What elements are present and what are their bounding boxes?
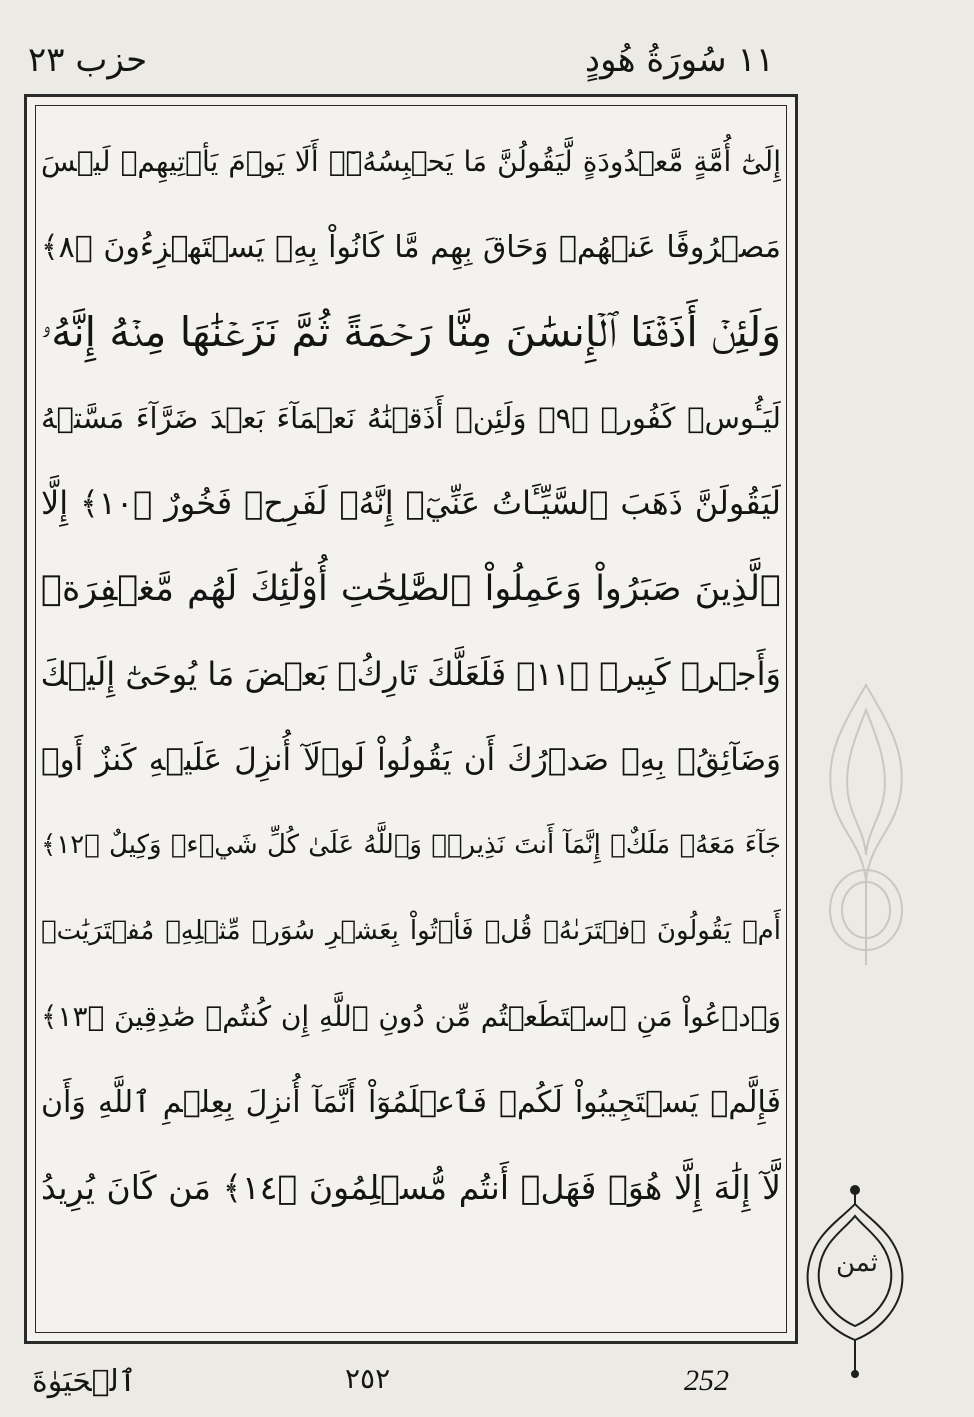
verse-line: جَآءَ مَعَهُۥ مَلَكٌۚ إِنَّمَآ أَنتَ نَذِيرٞۚ وَٱللَّهُ عَلَىٰ كُلِّ شَيۡءٖ وَكِيلٌ ﴿١٢﴾ [41,830,781,860]
page-number-arabic: ٢٥٢ [345,1362,391,1395]
page-number-latin: 252 [684,1364,729,1397]
thumun-marker-icon [790,1180,920,1380]
page-footer [0,1358,974,1408]
catchword: ٱلۡحَيَوٰةَ [32,1364,137,1399]
hizb-label: حزب ٢٣ [28,40,148,80]
verse-line: إِلَىٰٓ أُمَّةٍ مَّعۡدُودَةٍ لَّيَقُولُنَّ مَا يَحۡبِسُهُۥٓۗ أَلَا يَوۡمَ يَأۡتِيهِمۡ لَيۡسَ [41,145,781,178]
surah-title: ١١ سُورَةُ هُودٍ [584,40,774,80]
verse-lines [41,119,781,1231]
thumun-marker-label: ثمن [835,1248,879,1278]
verse-line: فَإِلَّمۡ يَسۡتَجِيبُواْ لَكُمۡ فَٱعۡلَمُوٓاْ أَنَّمَآ أُنزِلَ بِعِلۡمِ ٱللَّهِ وَأَن [41,1084,781,1120]
verse-line: أَمۡ يَقُولُونَ ٱفۡتَرَىٰهُۖ قُلۡ فَأۡتُواْ بِعَشۡرِ سُوَرٖ مِّثۡلِهِۦ مُفۡتَرَيَٰتٖ [41,915,781,946]
verse-line: وَضَآئِقُۢ بِهِۦ صَدۡرُكَ أَن يَقُولُواْ لَوۡلَآ أُنزِلَ عَلَيۡهِ كَنزٌ أَوۡ [41,741,781,778]
verse-line: وَأَجۡرٞ كَبِيرٞ ﴿١١﴾ فَلَعَلَّكَ تَارِكُۢ بَعۡضَ مَا يُوحَىٰٓ إِلَيۡكَ [41,655,781,693]
margin-ornament-icon [806,680,926,970]
verse-line: لَّآ إِلَٰهَ إِلَّا هُوَۖ فَهَلۡ أَنتُم مُّسۡلِمُونَ ﴿١٤﴾ مَن كَانَ يُرِيدُ [41,1168,781,1207]
verse-line: لَيَـُٔوسٞ كَفُورٞ ﴿٩﴾ وَلَئِنۡ أَذَقۡنَٰهُ نَعۡمَآءَ بَعۡدَ ضَرَّآءَ مَسَّتۡهُ [41,400,781,435]
verse-line: ٱلَّذِينَ صَبَرُواْ وَعَمِلُواْ ٱلصَّٰلِحَٰتِ أُوْلَٰٓئِكَ لَهُم مَّغۡفِرَةٞ [41,568,781,609]
text-frame [24,94,798,1344]
page-header [0,30,974,90]
verse-line: وَٱدۡعُواْ مَنِ ٱسۡتَطَعۡتُم مِّن دُونِ ٱللَّهِ إِن كُنتُمۡ صَٰدِقِينَ ﴿١٣﴾ [41,1000,781,1033]
verse-line: وَلَئِنۡ أَذَقۡنَا ٱلۡإِنسَٰنَ مِنَّا رَحۡمَةً ثُمَّ نَزَعۡنَٰهَا مِنۡهُ إِنَّهُۥ [41,308,781,356]
verse-line: لَيَقُولَنَّ ذَهَبَ ٱلسَّيِّـَٔاتُ عَنِّيٓۚ إِنَّهُۥ لَفَرِحٞ فَخُورٌ ﴿١٠﴾ إِلَّا [41,484,781,522]
verse-line: مَصۡرُوفًا عَنۡهُمۡ وَحَاقَ بِهِم مَّا كَانُواْ بِهِۦ يَسۡتَهۡزِءُونَ ﴿٨﴾ [41,229,781,265]
